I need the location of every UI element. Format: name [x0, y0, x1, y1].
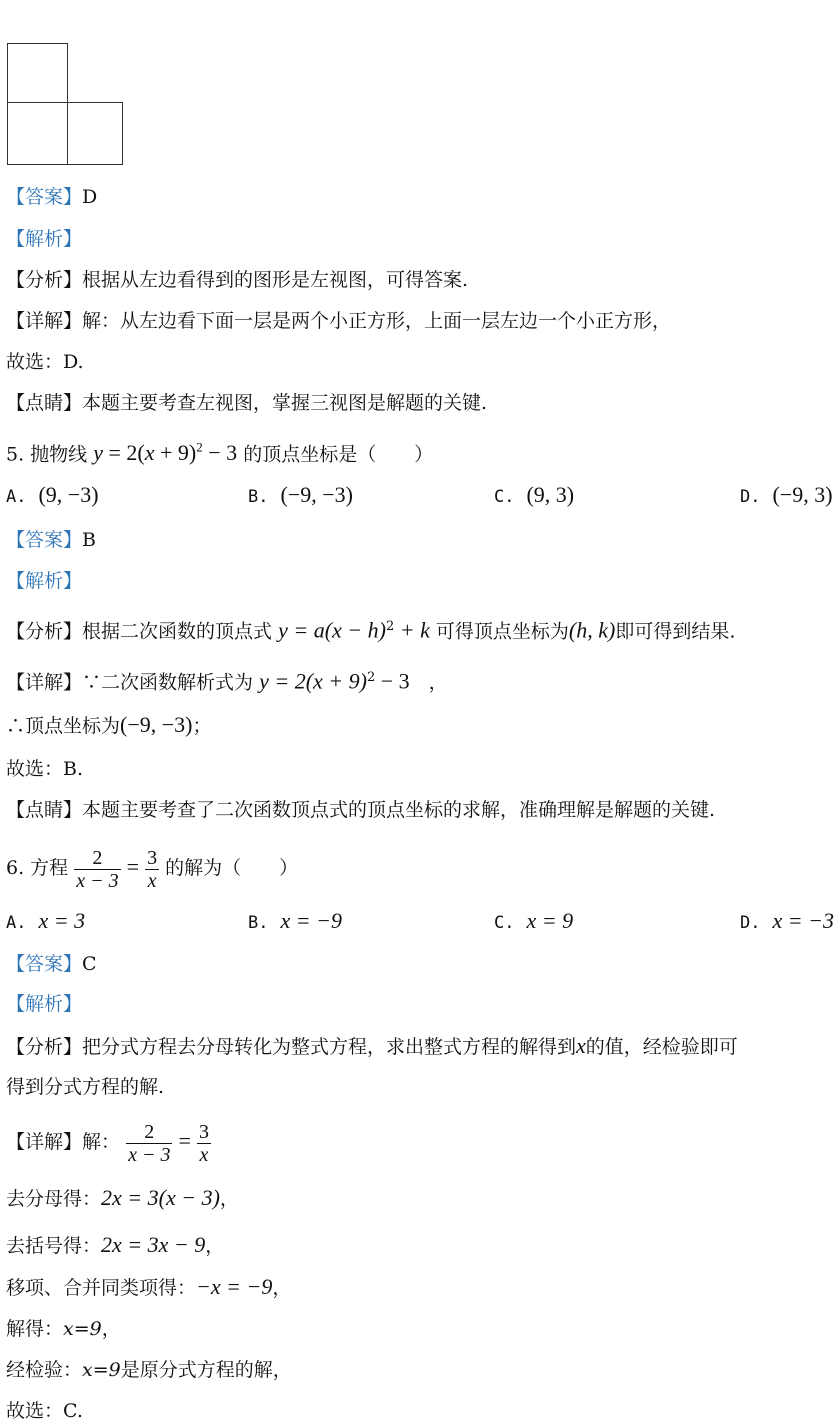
q5-option-b[interactable]: B. (−9, −3) — [248, 482, 353, 507]
q5-stem-suffix: 的顶点坐标是（ ） — [243, 443, 434, 466]
q6-guxuan-line — [6, 1399, 83, 1423]
q5-therefore-line: ∴顶点坐标为(−9, −3)； — [6, 712, 212, 737]
answer-value: D — [82, 186, 98, 208]
fenxi-tag: 【分析】 — [6, 1036, 83, 1058]
q4-dianjing-line — [6, 391, 487, 415]
q6-option-a[interactable]: A. x = 3 — [6, 908, 86, 933]
fenxi-tag: 【分析】 — [6, 620, 83, 643]
q6-step5: 经检验：x=9是原分式方程的解， — [6, 1359, 292, 1381]
fenxi-text: 根据从左边看得到的图形是左视图，可得答案. — [82, 269, 469, 291]
q6-stem: 6. 方程 $\frac{2}{x - 3}$ = $\frac{3}{x}$ 的解为（ ） — [6, 846, 299, 892]
q5-option-c[interactable]: C. (9, 3) — [494, 482, 575, 507]
q6-fenxi-line2: 得到分式方程的解. — [6, 1076, 165, 1098]
q6-answer-line — [6, 952, 97, 976]
answer-tag: 【答案】 — [6, 529, 83, 551]
q6-stem-suffix: 的解为（ ） — [165, 857, 299, 879]
q6-solution-fraction-left: $\frac{2}{x - 3}$ — [128, 1120, 171, 1166]
jiexi-tag: 【解析】 — [6, 993, 83, 1015]
q4-guxuan-line — [6, 350, 84, 374]
xiangjie-tag: 【详解】 — [6, 1131, 83, 1153]
q6-stem-prefix: 6. 方程 — [6, 857, 69, 879]
jiexi-tag: 【解析】 — [6, 570, 83, 592]
square-top-left — [7, 43, 68, 103]
q5-stem-prefix: 5. 抛物线 — [6, 443, 88, 466]
q6-step1: 去分母得：2x = 3(x − 3)， — [6, 1185, 239, 1210]
dianjing-text: 本题主要考查了二次函数顶点式的顶点坐标的求解，准确理解是解题的关键. — [82, 799, 716, 821]
q5-xiangjie-line: 【详解】∵二次函数解析式为 $y = 2(x + 9)^2 - 3$ ， — [6, 668, 448, 694]
q6-option-b[interactable]: B. x = −9 — [248, 908, 342, 933]
xiangjie-text: 解：从左边看下面一层是两个小正方形，上面一层左边一个小正方形， — [82, 310, 672, 332]
q6-step4: 解得：x=9， — [6, 1318, 121, 1340]
q6-step2: 去括号得：2x = 3x − 9， — [6, 1232, 225, 1257]
q5-option-d[interactable]: D. (−9, 3) — [740, 482, 833, 507]
dianjing-text: 本题主要考查左视图，掌握三视图是解题的关键. — [82, 392, 488, 414]
jiexi-tag: 【解析】 — [6, 228, 83, 250]
q5-guxuan-line — [6, 757, 83, 781]
q6-option-d[interactable]: D. x = −3 — [740, 908, 834, 933]
answer-tag: 【答案】 — [6, 953, 83, 975]
q4-answer-line — [6, 185, 97, 209]
q6-fraction-left: $\frac{2}{x - 3}$ — [76, 846, 119, 892]
q5-dianjing-line — [6, 798, 715, 822]
q5-jiexi-line — [6, 569, 82, 593]
answer-tag: 【答案】 — [6, 186, 83, 208]
guxuan-text: 故选：D. — [6, 351, 84, 373]
square-bottom-right — [67, 102, 123, 165]
q6-jiexi-line — [6, 992, 82, 1016]
xiangjie-tag: 【详解】 — [6, 310, 83, 332]
square-bottom-left — [7, 102, 68, 165]
answer-value: B — [82, 529, 96, 551]
q5-option-a[interactable]: A. (9, −3) — [6, 482, 99, 507]
q4-jiexi-line — [6, 227, 82, 251]
q6-solution-fraction-right: $\frac{3}{x}$ — [198, 1120, 209, 1166]
q5-answer-line — [6, 528, 96, 552]
guxuan-text: 故选：C. — [6, 1400, 83, 1422]
q6-xiangjie-line: 【详解】解： $\frac{2}{x - 3}$ = $\frac{3}{x}$ — [6, 1120, 209, 1166]
q5-fenxi-line: 【分析】根据二次函数的顶点式 $y = a(x - h)^2 + k$ 可得顶点坐标为(h, k)即可得到结果. — [6, 617, 736, 643]
q5-formula: $y = 2(x + 9)^2 - 3$ — [93, 440, 238, 466]
q4-xiangjie-line — [6, 309, 671, 333]
dianjing-tag: 【点睛】 — [6, 799, 83, 821]
q6-step3: 移项、合并同类项得：−x = −9， — [6, 1274, 292, 1299]
dianjing-tag: 【点睛】 — [6, 392, 83, 414]
guxuan-text: 故选：B. — [6, 758, 84, 780]
q6-option-c[interactable]: C. x = 9 — [494, 908, 574, 933]
q6-fraction-right: $\frac{3}{x}$ — [147, 846, 158, 892]
fenxi-tag: 【分析】 — [6, 269, 83, 291]
q6-fenxi-line1: 【分析】把分式方程去分母转化为整式方程，求出整式方程的解得到x的值，经检验即可 — [6, 1033, 738, 1058]
q5-stem — [6, 436, 433, 466]
xiangjie-tag: 【详解】 — [6, 671, 83, 694]
answer-value: C — [82, 953, 97, 975]
q4-fenxi-line — [6, 268, 468, 292]
